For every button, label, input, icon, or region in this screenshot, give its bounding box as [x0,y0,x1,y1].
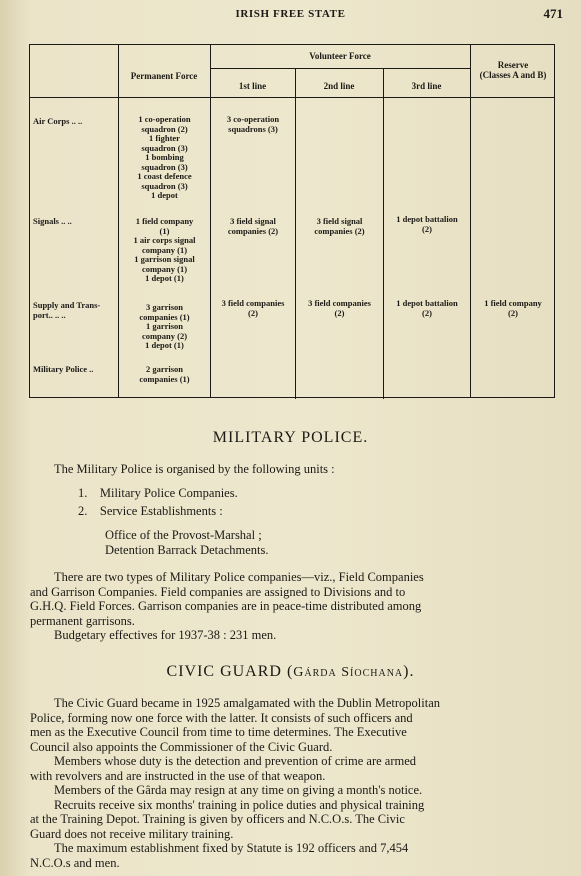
cell-supply-1st-line: 3 field companies (2) [221,298,285,318]
military-police-intro: The Military Police is organised by the following units : [54,462,335,476]
cell-signals-2nd-line: 3 field signal companies (2) [314,216,365,236]
cell-supply-permanent: 3 garrison companies (1) 1 garrison company (2) 1 depot (1) [139,302,190,351]
table-divider [30,97,554,98]
list-item: 2. Service Establishments : [78,503,223,518]
page-number: 471 [543,6,563,21]
row-label-military-police: Military Police .. [33,364,94,374]
civic-guard-text: The Civic Guard became in 1925 amalgamated with the Dublin Metropolitan Police, forming now one force with the latter. It consists of such officers and men as the Executive Council from time to time determines. The Executive Council also appoints the Commissioner of the Civic Guard. Members whose duty is the detection and prevention of crime are armed with revolvers and are instructed in the use of that weapon. Members of the Gârda may resign at any time on giving a month's notice. Recruits receive six months' training in police duties and physical training at the Training Depot. Training is given by officers and N.C.O.s. The Civic Guard does not receive military training. The maximum establishment fixed by Statute is 192 officers and 7,454 N.C.O.s and men. [30,696,441,870]
cell-supply-reserve: 1 field company (2) [484,298,542,318]
cell-signals-permanent: 1 field company (1) 1 air corps signal company (1) 1 garrison signal company (1) 1 depot (1) [133,216,196,284]
list-item: 1. Military Police Companies. [78,486,238,500]
cell-air-corps-permanent: 1 co-operation squadron (2) 1 fighter squadron (3) 1 bombing squadron (3) 1 coast defence squadron (3) 1 depot [137,114,192,201]
units-list [78,486,238,518]
cell-signals-1st-line: 3 field signal companies (2) [227,216,279,236]
cell-supply-3rd-line: 1 depot battalion (2) [396,298,458,318]
service-establishments-list: Office of the Provost-Marshal ; Detention Barrack Detachments. [105,528,269,557]
cell-supply-2nd-line: 3 field companies (2) [308,298,371,318]
row-label-air-corps: Air Corps .. .. [33,116,83,126]
header-2nd-line: 2nd line [323,81,355,91]
cell-signals-3rd-line: 1 depot battalion (2) [396,214,458,234]
header-3rd-line: 3rd line [411,81,442,91]
military-police-heading: MILITARY POLICE. [212,429,369,446]
running-title: IRISH FREE STATE [235,8,346,20]
header-volunteer-force: Volunteer Force [309,51,371,61]
forces-table [29,44,555,398]
header-permanent-force: Permanent Force [130,71,198,81]
header-reserve: Reserve (Classes A and B) [479,60,547,81]
cell-military-police-permanent: 2 garrison companies (1) [139,364,190,384]
row-label-signals: Signals .. .. [33,216,72,226]
table-divider [210,68,470,69]
civic-guard-heading: CIVIC GUARD (Gárda Síochana). [166,663,415,680]
companies-paragraph: There are two types of Military Police companies—viz., Field Companies and Garrison Companies. Field companies are assigned to Divisions and to G.H.Q. Field Forces. Garrison companies are in peace-time distributed among permanent garrisons. [30,570,424,628]
budgetary-effectives: Budgetary effectives for 1937-38 : 231 men. [54,628,277,642]
header-1st-line: 1st line [238,81,267,91]
cell-air-corps-1st-line: 3 co-operation squadrons (3) [226,114,280,134]
row-label-supply-transport: Supply and Trans- port.. .. .. [33,300,101,320]
